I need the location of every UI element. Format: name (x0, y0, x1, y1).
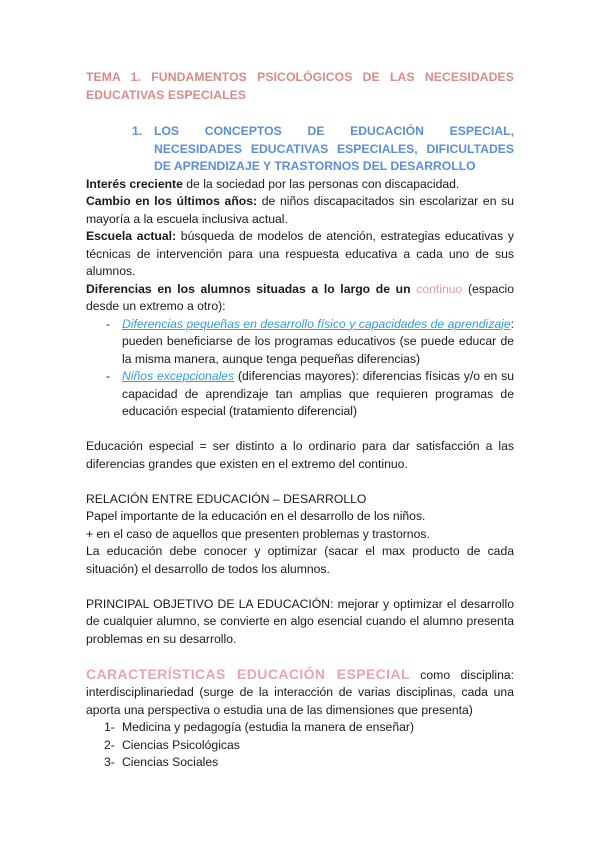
list-item (86, 737, 514, 755)
relacion-heading: RELACIÓN ENTRE EDUCACIÓN – DESARROLLO (86, 491, 367, 506)
list-number: 3- (104, 755, 115, 769)
list-item-text: Ciencias Sociales (122, 755, 219, 769)
term-label: Escuela actual: (86, 229, 177, 243)
term-text: de la sociedad por las personas con discapacidad. (182, 176, 460, 191)
list-item-text: Ciencias Psicológicas (122, 737, 240, 752)
list-item-text: : pueden beneficiarse de los programas educativos (se puede educar de la misma manera, aunque tenga pequeñas diferencias) (122, 316, 514, 366)
list-item (86, 754, 514, 772)
section-heading-text: LOS CONCEPTOS DE EDUCACIÓN ESPECIAL, NECESIDADES EDUCATIVAS ESPECIALES, DIFICULTADES DE APRENDIZAJE Y TRASTORNOS DEL DESARROLLO (154, 124, 514, 173)
term-text: búsqueda de modelos de atención, estrategias educativas y técnicas de intervención para una respuesta educativa a cada uno de sus alumnos. (86, 229, 514, 278)
term-label: Cambio en los últimos años: (86, 194, 258, 208)
section-number: 1. (132, 124, 143, 138)
paragraph-interes (86, 176, 514, 194)
relacion-line: Papel importante de la educación en el desarrollo de los niños. (86, 509, 426, 523)
paragraph-objetivo: PRINCIPAL OBJETIVO DE LA EDUCACIÓN: mejorar y optimizar el desarrollo de cualquier alumno, se convierte en algo esencial cuando el alumno presenta problemas en su desarrollo. (86, 596, 514, 646)
differences-small-link[interactable]: Diferencias pequeñas en desarrollo físico y capacidades de aprendizaje (122, 316, 511, 331)
paragraph-caracteristicas (86, 666, 514, 720)
list-dash: - (106, 369, 111, 383)
spacer (86, 648, 514, 666)
paragraph-diferencias (86, 281, 514, 316)
list-number: 2- (104, 737, 115, 752)
disciplines-list (86, 719, 514, 772)
caracteristicas-heading: CARACTERÍSTICAS EDUCACIÓN ESPECIAL (86, 665, 410, 682)
list-number: 1- (104, 720, 115, 734)
term-label: Diferencias en los alumnos situadas a lo largo de un (86, 281, 411, 296)
list-item-body (122, 368, 514, 421)
relacion-line: La educación debe conocer y optimizar (sacar el max producto de cada situación) el desarrollo de todos los alumnos. (86, 544, 514, 576)
document-title: TEMA 1. FUNDAMENTOS PSICOLÓGICOS DE LAS NECESIDADES EDUCATIVAS ESPECIALES (86, 70, 514, 102)
paragraph-cambio (86, 193, 514, 228)
spacer (86, 578, 514, 596)
list-item (86, 719, 514, 737)
list-item-text: Medicina y pedagogía (estudia la manera de enseñar) (122, 720, 415, 734)
list-item (86, 316, 514, 369)
paragraph-definition: Educación especial = ser distinto a lo ordinario para dar satisfacción a las diferencias grandes que existen en el extremo del continuo. (86, 439, 514, 471)
relacion-line: + en el caso de aquellos que presenten problemas y trastornos. (86, 526, 430, 541)
list-dash: - (106, 316, 111, 331)
spacer (86, 421, 514, 439)
list-item-text: (diferencias mayores): diferencias físicas y/o en su capacidad de aprendizaje tan amplias que requieren programas de educación especial (tratamiento diferencial) (122, 369, 514, 418)
paragraph-escuela (86, 228, 514, 281)
list-item (86, 368, 514, 421)
continuo-term: continuo (416, 281, 463, 296)
differences-list (86, 316, 514, 421)
term-text: de niños discapacitados sin escolarizar en su mayoría a la escuela inclusiva actual. (86, 194, 515, 226)
caracteristicas-text: como disciplina: interdisciplinariedad (surge de la interacción de varias disciplinas, cada una aporta una perspectiva o estudia una de las dimensiones que presenta) (86, 667, 515, 717)
list-item-body (122, 316, 514, 369)
term-label: Interés creciente (86, 176, 183, 191)
section-heading (86, 123, 514, 176)
term-text: (espacio desde un extremo a otro): (86, 281, 515, 313)
exceptional-children-link[interactable]: Niños excepcionales (122, 369, 235, 383)
spacer (86, 473, 514, 491)
